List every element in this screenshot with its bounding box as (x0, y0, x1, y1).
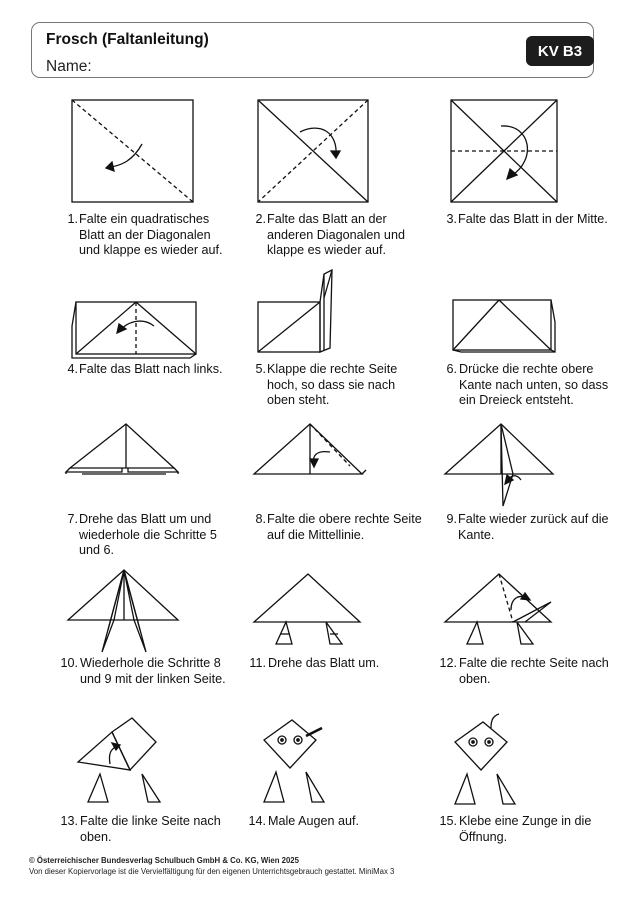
name-label: Name: (46, 58, 92, 75)
step-13-caption: 13. Falte die linke Seite nach oben. (60, 814, 221, 844)
step-14-figure (250, 716, 360, 812)
step-9-caption: 9. Falte wieder zurück auf die Kante. (446, 512, 609, 542)
step-4-caption: 4. Falte das Blatt nach links. (67, 362, 223, 376)
page-footer (29, 856, 394, 877)
step-7-caption: 7. Drehe das Blatt um und wiederhole die Schritte 5 und 6. (67, 512, 217, 557)
step-11-figure (250, 570, 370, 650)
step-2-caption: 2. Falte das Blatt an der anderen Diagonalen und klappe es wieder auf. (255, 212, 405, 257)
step-8-figure (250, 420, 370, 480)
copy-permission-note: Von dieser Kopiervorlage ist die Vervielfältigung für den eigenen Unterrichtsgebrauch gestattet. MiniMax 3 (29, 866, 395, 876)
step-7-figure (62, 420, 182, 480)
step-10-caption: 10. Wiederhole die Schritte 8 und 9 mit der linken Seite. (60, 656, 226, 686)
step-5-figure (250, 268, 350, 358)
step-12-caption: 12. Falte die rechte Seite nach oben. (439, 656, 609, 686)
step-3-caption: 3. Falte das Blatt in der Mitte. (446, 212, 608, 226)
step-6-caption: 6. Drücke die rechte obere Kante nach unten, so dass ein Dreieck entsteht. (446, 362, 609, 407)
step-12-figure (441, 570, 561, 650)
step-15-figure (441, 712, 551, 812)
step-3-figure (441, 96, 566, 206)
page-title: Frosch (Faltanleitung) (46, 31, 209, 48)
step-2-figure (250, 96, 375, 206)
step-1-figure (62, 96, 202, 206)
step-4-figure (62, 296, 202, 360)
step-5-caption: 5. Klappe die rechte Seite hoch, so dass sie nach oben steht. (255, 362, 398, 407)
step-1-caption: 1. Falte ein quadratisches Blatt an der Diagonalen und klappe es wieder auf. (67, 212, 223, 257)
step-13-figure (70, 712, 180, 812)
worksheet-header (31, 22, 594, 78)
step-9-figure (441, 420, 561, 510)
step-15-caption: 15. Klebe eine Zunge in die Öffnung. (439, 814, 592, 844)
copyright-line: © Österreichischer Bundesverlag Schulbuch GmbH & Co. KG, Wien 2025 (29, 856, 299, 865)
step-8-caption: 8. Falte die obere rechte Seite auf die Mittellinie. (255, 512, 422, 542)
step-10-figure (62, 566, 182, 656)
worksheet-badge: KV B3 (526, 36, 594, 66)
step-11-caption: 11. Drehe das Blatt um. (249, 656, 380, 670)
step-6-figure (441, 294, 561, 358)
step-14-caption: 14. Male Augen auf. (248, 814, 360, 828)
